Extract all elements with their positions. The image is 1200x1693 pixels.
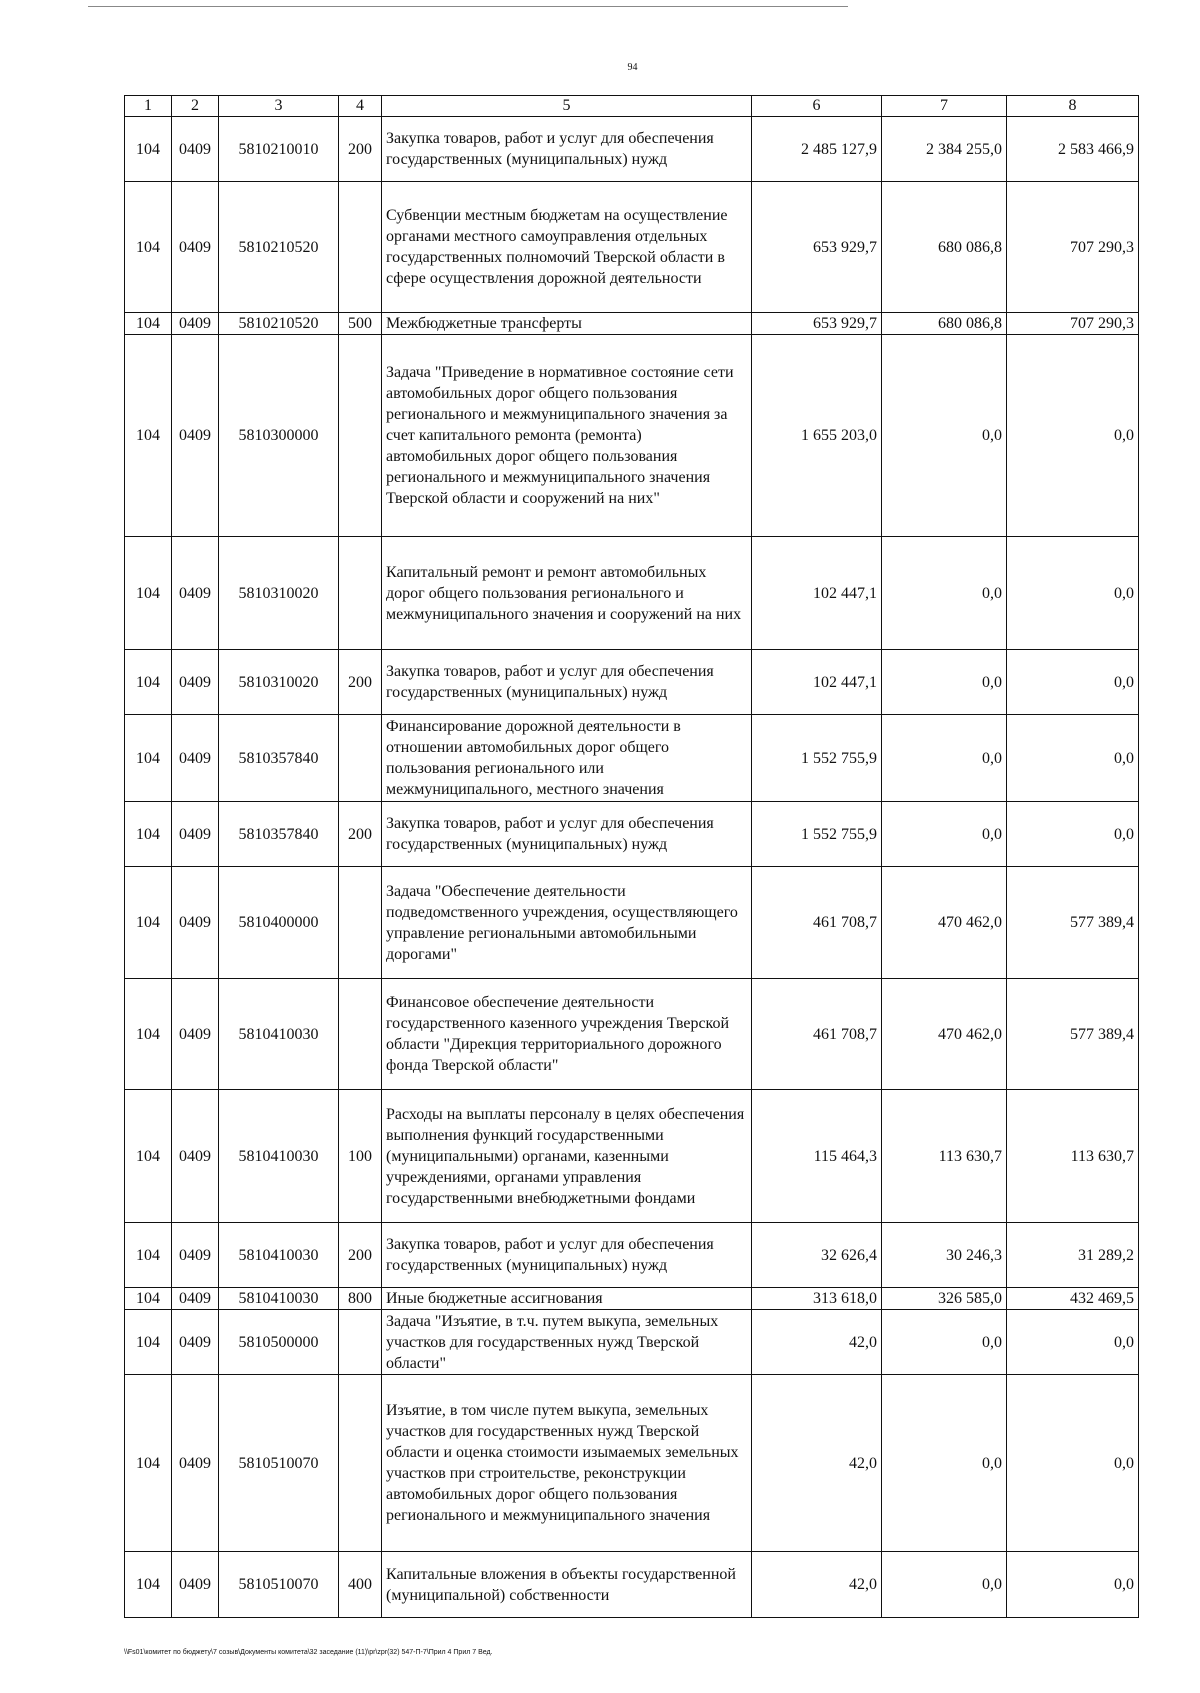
cell-value-col7: 680 086,8 [882,313,1007,335]
cell-value-col8: 0,0 [1007,802,1139,867]
cell-value-col6: 1 552 755,9 [752,715,882,802]
cell-subsection: 0409 [172,335,219,537]
cell-value-col6: 461 708,7 [752,979,882,1090]
cell-description: Закупка товаров, работ и услуг для обеспечения государственных (муниципальных) нужд [382,802,752,867]
cell-target-article: 5810510070 [219,1552,339,1618]
cell-target-article: 5810310020 [219,537,339,650]
cell-value-col8: 0,0 [1007,1310,1139,1375]
cell-description: Финансовое обеспечение деятельности государственного казенного учреждения Тверской области "Дирекция территориального дорожного фонда Тверской области" [382,979,752,1090]
cell-value-col6: 102 447,1 [752,537,882,650]
cell-description: Задача "Изъятие, в т.ч. путем выкупа, земельных участков для государственных нужд Тверской области" [382,1310,752,1375]
cell-expense-type [339,335,382,537]
table-row [125,1223,1139,1288]
cell-value-col8: 0,0 [1007,715,1139,802]
cell-section: 104 [125,1375,172,1552]
table-row [125,1310,1139,1375]
cell-description: Закупка товаров, работ и услуг для обеспечения государственных (муниципальных) нужд [382,650,752,715]
table-row [125,979,1139,1090]
cell-value-col7: 0,0 [882,1552,1007,1618]
cell-description: Задача "Приведение в нормативное состояние сети автомобильных дорог общего пользования регионального и межмуниципального значения за счет капитального ремонта (ремонта) автомобильных дорог общего пользования регионального и межмуниципального значения Тверской области и сооружений на них" [382,335,752,537]
table-row [125,1288,1139,1310]
cell-value-col8: 707 290,3 [1007,182,1139,313]
cell-value-col6: 653 929,7 [752,313,882,335]
cell-value-col6: 1 655 203,0 [752,335,882,537]
header-col-8: 8 [1007,96,1139,117]
cell-expense-type: 400 [339,1552,382,1618]
cell-target-article: 5810410030 [219,1090,339,1223]
cell-description: Расходы на выплаты персоналу в целях обеспечения выполнения функций государственными (муниципальными) органами, казенными учреждениями, органами управления государственными внебюджетными фондами [382,1090,752,1223]
header-col-4: 4 [339,96,382,117]
cell-section: 104 [125,117,172,182]
cell-value-col7: 0,0 [882,1310,1007,1375]
cell-description: Иные бюджетные ассигнования [382,1288,752,1310]
cell-value-col6: 42,0 [752,1310,882,1375]
cell-value-col7: 0,0 [882,802,1007,867]
cell-value-col6: 32 626,4 [752,1223,882,1288]
cell-target-article: 5810357840 [219,802,339,867]
table-row [125,537,1139,650]
cell-value-col7: 2 384 255,0 [882,117,1007,182]
cell-description: Субвенции местным бюджетам на осуществление органами местного самоуправления отдельных государственных полномочий Тверской области в сфере осуществления дорожной деятельности [382,182,752,313]
cell-value-col7: 470 462,0 [882,979,1007,1090]
cell-subsection: 0409 [172,650,219,715]
cell-section: 104 [125,182,172,313]
cell-expense-type [339,537,382,650]
cell-value-col8: 0,0 [1007,335,1139,537]
cell-value-col6: 42,0 [752,1552,882,1618]
cell-subsection: 0409 [172,1375,219,1552]
cell-target-article: 5810300000 [219,335,339,537]
cell-expense-type: 200 [339,802,382,867]
cell-value-col7: 470 462,0 [882,867,1007,979]
table-row [125,182,1139,313]
cell-section: 104 [125,1310,172,1375]
cell-description: Задача "Обеспечение деятельности подведомственного учреждения, осуществляющего управление региональными автомобильными дорогами" [382,867,752,979]
cell-expense-type [339,1375,382,1552]
cell-value-col7: 680 086,8 [882,182,1007,313]
table-row [125,1375,1139,1552]
cell-subsection: 0409 [172,1310,219,1375]
cell-section: 104 [125,1288,172,1310]
cell-expense-type [339,979,382,1090]
cell-subsection: 0409 [172,802,219,867]
cell-subsection: 0409 [172,979,219,1090]
cell-section: 104 [125,335,172,537]
header-row [125,96,1139,117]
cell-expense-type: 200 [339,650,382,715]
cell-section: 104 [125,1552,172,1618]
cell-section: 104 [125,313,172,335]
cell-section: 104 [125,650,172,715]
cell-target-article: 5810357840 [219,715,339,802]
cell-target-article: 5810310020 [219,650,339,715]
table-body [125,117,1139,1618]
cell-target-article: 5810210010 [219,117,339,182]
header-col-6: 6 [752,96,882,117]
cell-expense-type: 200 [339,117,382,182]
cell-target-article: 5810410030 [219,1288,339,1310]
cell-target-article: 5810400000 [219,867,339,979]
cell-target-article: 5810210520 [219,313,339,335]
cell-target-article: 5810500000 [219,1310,339,1375]
table-row [125,867,1139,979]
header-col-3: 3 [219,96,339,117]
cell-value-col6: 313 618,0 [752,1288,882,1310]
cell-expense-type: 200 [339,1223,382,1288]
cell-value-col7: 0,0 [882,335,1007,537]
cell-expense-type: 800 [339,1288,382,1310]
cell-target-article: 5810510070 [219,1375,339,1552]
cell-value-col6: 42,0 [752,1375,882,1552]
cell-expense-type [339,182,382,313]
cell-description: Капитальный ремонт и ремонт автомобильных дорог общего пользования регионального и межмуниципального значения и сооружений на них [382,537,752,650]
header-col-2: 2 [172,96,219,117]
cell-section: 104 [125,867,172,979]
cell-expense-type [339,867,382,979]
cell-description: Закупка товаров, работ и услуг для обеспечения государственных (муниципальных) нужд [382,117,752,182]
header-col-1: 1 [125,96,172,117]
cell-value-col8: 0,0 [1007,1375,1139,1552]
cell-expense-type [339,715,382,802]
cell-expense-type: 100 [339,1090,382,1223]
cell-value-col7: 113 630,7 [882,1090,1007,1223]
cell-value-col7: 0,0 [882,650,1007,715]
cell-section: 104 [125,537,172,650]
cell-expense-type [339,1310,382,1375]
table-row [125,802,1139,867]
cell-subsection: 0409 [172,867,219,979]
cell-value-col8: 2 583 466,9 [1007,117,1139,182]
cell-subsection: 0409 [172,715,219,802]
cell-value-col8: 0,0 [1007,650,1139,715]
budget-table [124,95,1139,1618]
cell-subsection: 0409 [172,1552,219,1618]
cell-target-article: 5810210520 [219,182,339,313]
cell-subsection: 0409 [172,1090,219,1223]
table-header [125,96,1139,117]
cell-subsection: 0409 [172,1288,219,1310]
cell-description: Капитальные вложения в объекты государственной (муниципальной) собственности [382,1552,752,1618]
table-row [125,117,1139,182]
cell-value-col7: 0,0 [882,1375,1007,1552]
cell-value-col6: 2 485 127,9 [752,117,882,182]
header-col-5: 5 [382,96,752,117]
cell-section: 104 [125,802,172,867]
cell-section: 104 [125,715,172,802]
cell-subsection: 0409 [172,1223,219,1288]
cell-description: Закупка товаров, работ и услуг для обеспечения государственных (муниципальных) нужд [382,1223,752,1288]
cell-description: Изъятие, в том числе путем выкупа, земельных участков для государственных нужд Тверской области и оценка стоимости изымаемых земельных участков при строительстве, реконструкции автомобильных дорог общего пользования регионального и межмуниципального значения [382,1375,752,1552]
cell-value-col8: 707 290,3 [1007,313,1139,335]
cell-section: 104 [125,979,172,1090]
page-number: 94 [627,62,638,73]
cell-value-col7: 326 585,0 [882,1288,1007,1310]
cell-value-col6: 102 447,1 [752,650,882,715]
cell-target-article: 5810410030 [219,979,339,1090]
cell-target-article: 5810410030 [219,1223,339,1288]
cell-subsection: 0409 [172,117,219,182]
table-row [125,1090,1139,1223]
footer-file-path: \\Fs01\комитет по бюджету\7 созыв\Документы комитета\32 заседание (11)\pr\zpr(32) 547-П-7\Прил 4 Прил 7 Вед. [124,1649,493,1656]
cell-value-col8: 0,0 [1007,1552,1139,1618]
cell-value-col6: 1 552 755,9 [752,802,882,867]
table-row [125,335,1139,537]
cell-value-col7: 30 246,3 [882,1223,1007,1288]
cell-value-col8: 0,0 [1007,537,1139,650]
cell-description: Финансирование дорожной деятельности в отношении автомобильных дорог общего пользования регионального или межмуниципального, местного значения [382,715,752,802]
cell-subsection: 0409 [172,537,219,650]
cell-value-col8: 113 630,7 [1007,1090,1139,1223]
table-row [125,313,1139,335]
cell-value-col8: 577 389,4 [1007,979,1139,1090]
cell-description: Межбюджетные трансферты [382,313,752,335]
cell-value-col8: 432 469,5 [1007,1288,1139,1310]
cell-value-col7: 0,0 [882,537,1007,650]
table-row [125,1552,1139,1618]
cell-subsection: 0409 [172,313,219,335]
cell-section: 104 [125,1223,172,1288]
cell-value-col8: 31 289,2 [1007,1223,1139,1288]
cell-value-col6: 115 464,3 [752,1090,882,1223]
header-col-7: 7 [882,96,1007,117]
top-rule [88,6,848,7]
cell-value-col8: 577 389,4 [1007,867,1139,979]
cell-expense-type: 500 [339,313,382,335]
cell-value-col7: 0,0 [882,715,1007,802]
table-row [125,650,1139,715]
table-row [125,715,1139,802]
cell-subsection: 0409 [172,182,219,313]
cell-value-col6: 653 929,7 [752,182,882,313]
cell-section: 104 [125,1090,172,1223]
cell-value-col6: 461 708,7 [752,867,882,979]
